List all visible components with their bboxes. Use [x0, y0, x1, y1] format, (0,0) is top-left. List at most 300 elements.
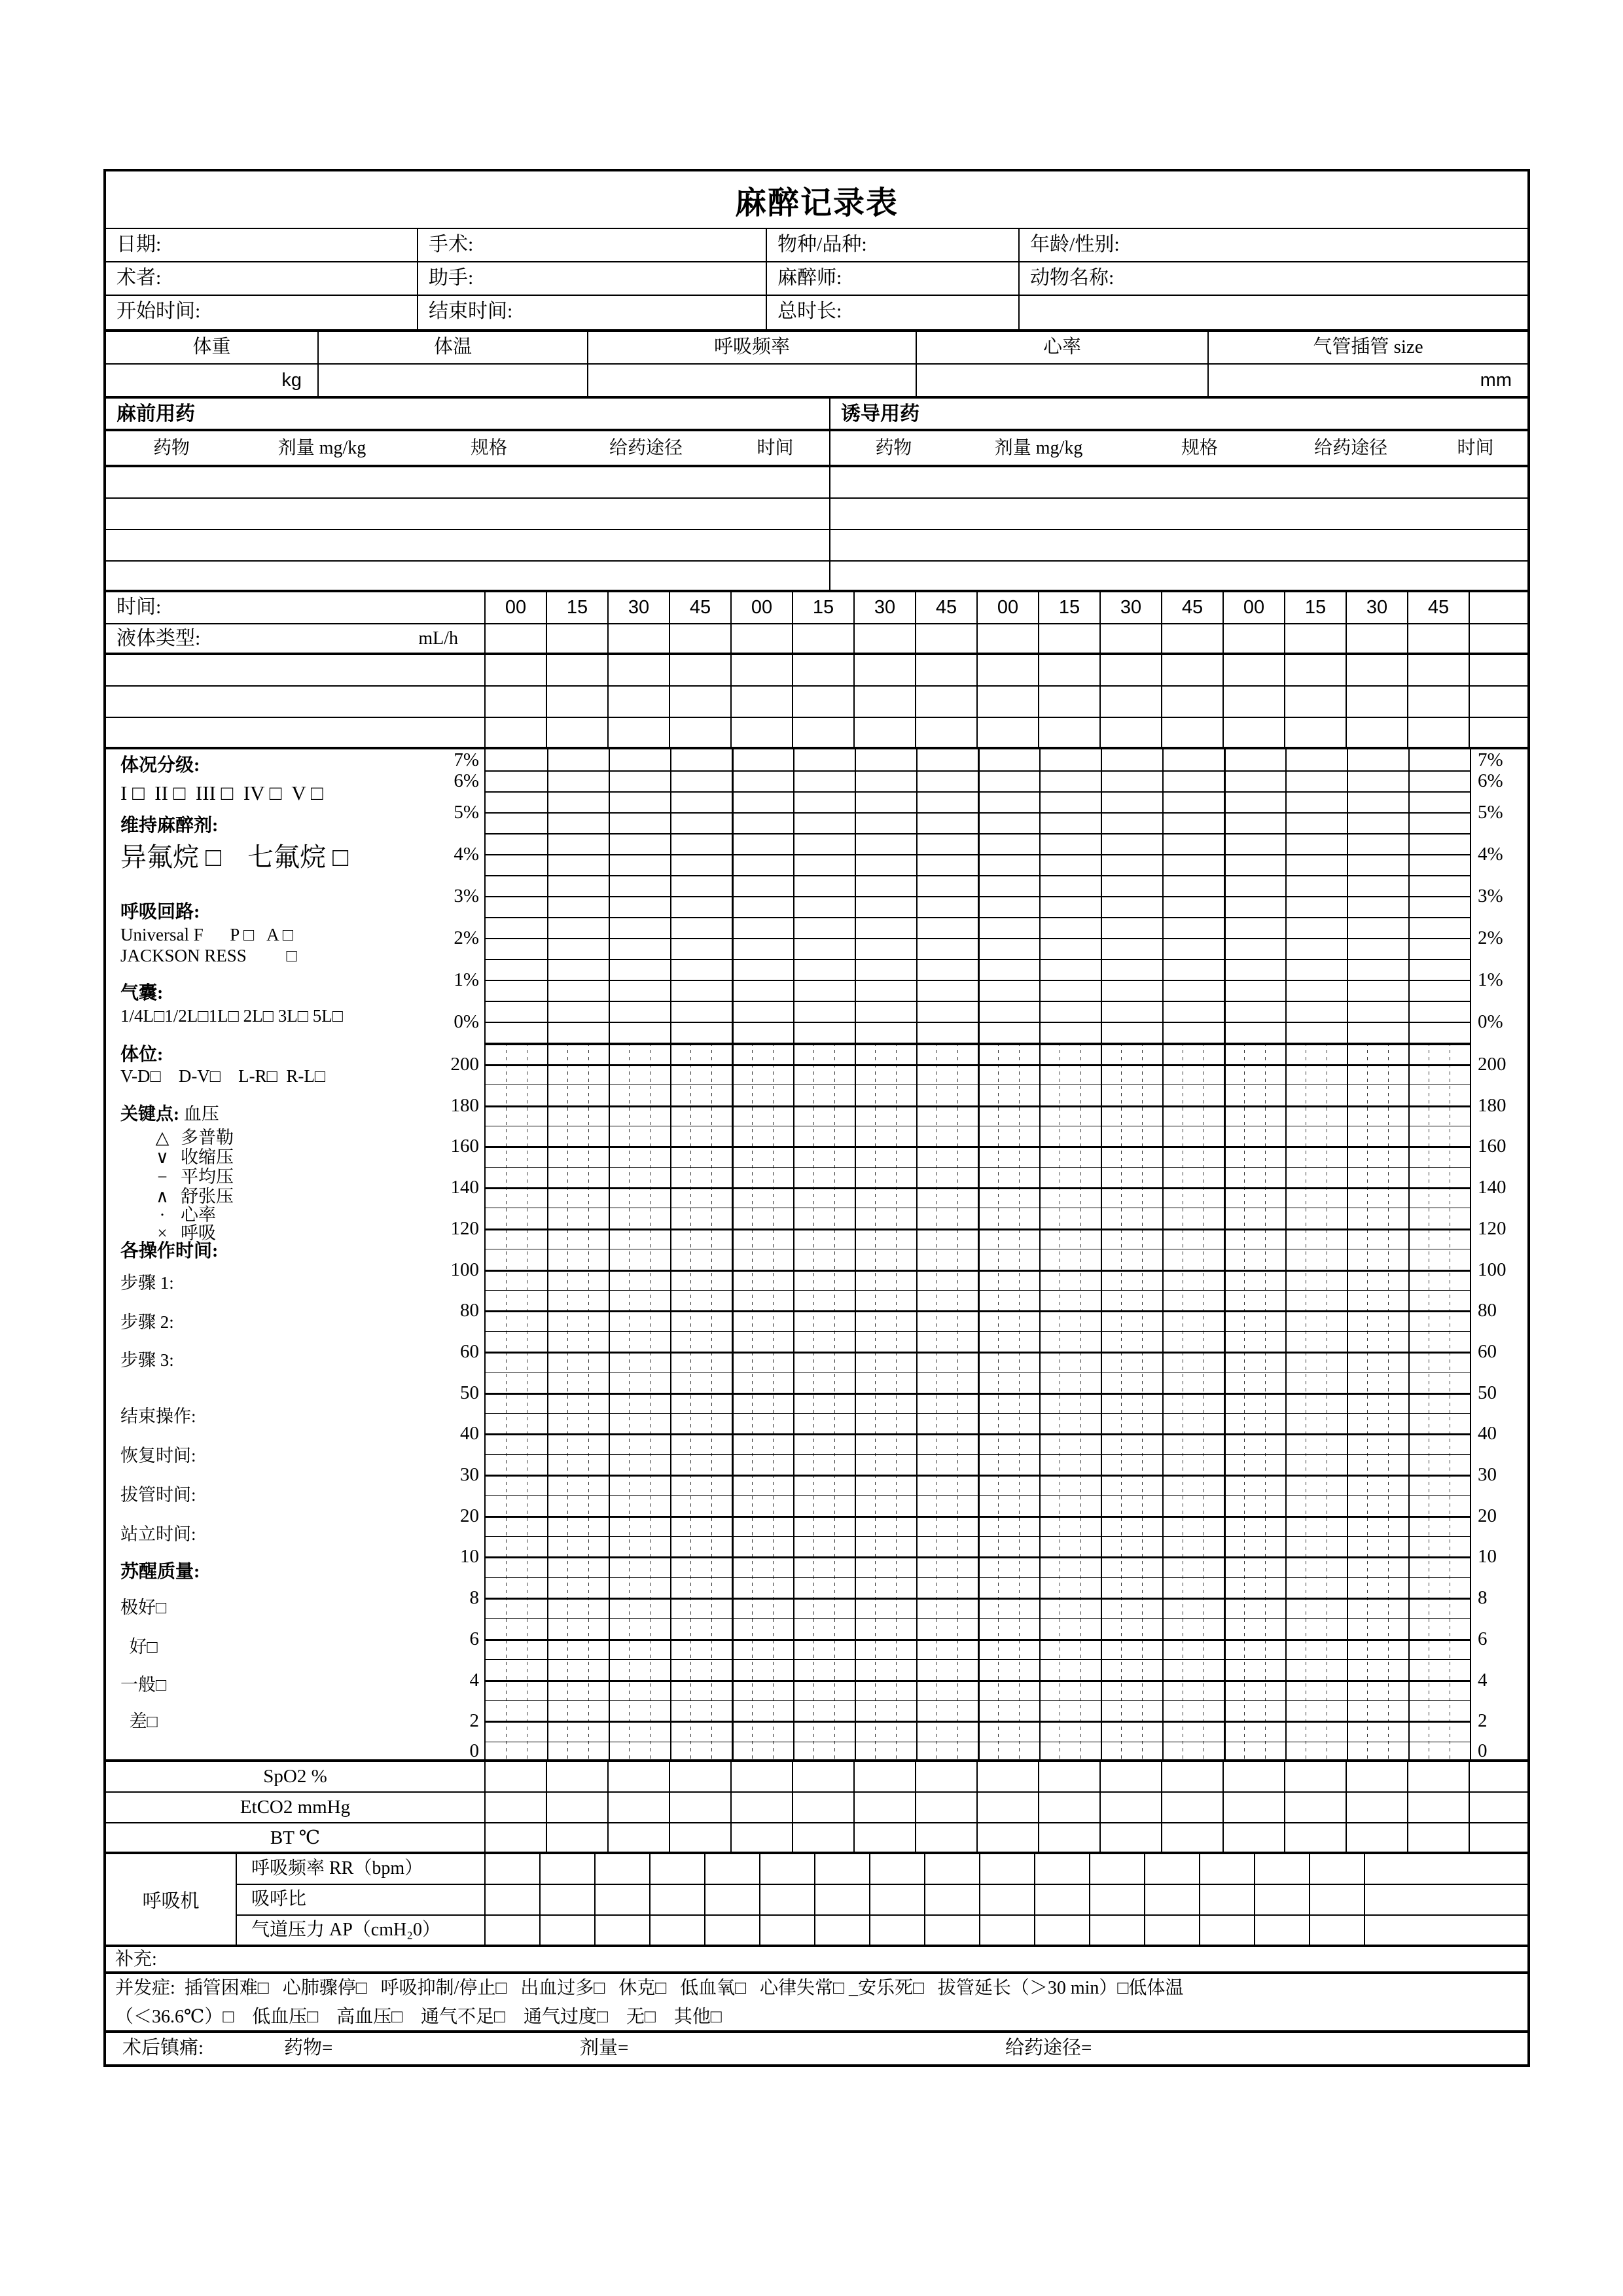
- title-row: [106, 171, 1527, 229]
- ventilator-cell: [924, 1885, 979, 1914]
- grid-column-line: [1347, 749, 1348, 1759]
- infusion-label: [106, 687, 484, 717]
- infusion-cell: [853, 655, 915, 685]
- time-tick-cell: 30: [607, 592, 669, 623]
- ventilator-cell: [1199, 1854, 1254, 1884]
- ventilator-cell: [924, 1854, 979, 1884]
- ventilator-cell: [704, 1854, 759, 1884]
- ventilator-cell: [649, 1885, 704, 1914]
- sidebar-line: 步骤 2:: [120, 1312, 174, 1332]
- infusion-cell: [1222, 718, 1284, 747]
- value-axis-label: 8: [469, 1587, 479, 1609]
- ventilator-end-cell: [1364, 1916, 1527, 1945]
- sidebar-line: 各操作时间:: [120, 1241, 219, 1261]
- sidebar-line: V-D□ D-V□ L-R□ R-L□: [120, 1066, 326, 1086]
- value-axis-label: 200: [1478, 1054, 1507, 1075]
- grid-column-line: [793, 749, 794, 1759]
- ventilator-cell: [484, 1916, 539, 1945]
- ventilator-section: [106, 1854, 1527, 1947]
- vitals-unit-cell: kg: [281, 370, 302, 391]
- value-axis-label: 30: [1478, 1464, 1497, 1485]
- premed-entry-cell: [106, 499, 829, 529]
- postop-item: 给药途径=: [1005, 2037, 1092, 2058]
- value-grid-line: [486, 1700, 1470, 1701]
- ventilator-cell: [1089, 1916, 1144, 1945]
- monitor-cell: [1346, 1823, 1407, 1852]
- induction-entry-cell: [829, 562, 1527, 590]
- infusion-label: [106, 718, 484, 747]
- med-col-header: 剂量 mg/kg: [994, 438, 1083, 458]
- grid-column-line: [1285, 749, 1287, 1759]
- five-min-dashed-line: [711, 1043, 712, 1759]
- sidebar-line: [120, 1126, 234, 1149]
- infusion-cell: [1222, 687, 1284, 717]
- vitals-units-row: [106, 365, 1527, 399]
- sidebar-line-text: 血压: [179, 1104, 219, 1124]
- percent-axis-label: 3%: [454, 886, 479, 906]
- monitor-cell: [1346, 1762, 1407, 1791]
- percent-grid-line: [486, 1022, 1470, 1023]
- value-grid-line: [486, 1105, 1470, 1107]
- ventilator-cell: [539, 1854, 594, 1884]
- ventilator-cell: [1144, 1854, 1199, 1884]
- legend-symbol: ∧: [156, 1187, 169, 1206]
- fluid-label: 液体类型:: [116, 628, 201, 649]
- percent-axis-label: 7%: [1478, 749, 1503, 770]
- chart-sidebar: [106, 749, 484, 1759]
- infusion-cell: [669, 655, 730, 685]
- value-grid-line: [486, 1721, 1470, 1723]
- fluid-cell: [1099, 624, 1161, 653]
- sidebar-line: 呼吸回路:: [120, 902, 200, 922]
- vitals-header-cell: 体重: [192, 336, 231, 357]
- infusion-cell: [669, 718, 730, 747]
- complications-row: [106, 1974, 1527, 2033]
- ventilator-cell: [1034, 1916, 1089, 1945]
- ventilator-cell: [869, 1854, 924, 1884]
- grid-column-line: [1101, 749, 1102, 1759]
- value-grid-line: [486, 1187, 1470, 1189]
- fluid-cell: [546, 624, 607, 653]
- value-axis-label: 0: [1478, 1740, 1488, 1761]
- monitor-cell: [730, 1762, 792, 1791]
- percent-axis-label: 5%: [1478, 802, 1503, 823]
- value-grid-line: [486, 1618, 1470, 1619]
- time-tick-cell: 15: [1038, 592, 1099, 623]
- fluid-unit: mL/h: [418, 628, 458, 649]
- ventilator-cell: [1089, 1854, 1144, 1884]
- monitor-cell: [546, 1793, 607, 1822]
- time-tick-cell: 00: [1222, 592, 1284, 623]
- monitor-cell: [607, 1793, 669, 1822]
- chart-grid: [484, 749, 1470, 1759]
- infusion-end-cell: [1469, 655, 1527, 685]
- vitals-unit-cell: [317, 365, 587, 396]
- monitor-end-cell: [1469, 1793, 1527, 1822]
- med-col-header: 规格: [1181, 438, 1218, 458]
- fluid-cell: [1038, 624, 1099, 653]
- infusion-entry-row: [106, 718, 1527, 749]
- percent-numeric-separator: [486, 1043, 1470, 1045]
- info-cell-0-0: 日期:: [116, 234, 162, 255]
- five-min-dashed-line: [875, 1043, 876, 1759]
- five-min-dashed-line: [588, 1043, 589, 1759]
- vitals-unit-cell: mm: [1207, 365, 1527, 396]
- vitals-header-cell: 气管插管 size: [1207, 332, 1527, 363]
- value-grid-line: [486, 1556, 1470, 1558]
- value-grid-line: [486, 1270, 1470, 1272]
- infusion-entry-row: [106, 655, 1527, 687]
- infusion-cell: [1284, 718, 1346, 747]
- value-axis-label: 20: [1478, 1505, 1497, 1526]
- induction-entry-cell: [829, 530, 1527, 560]
- complications-line-1: 并发症: 插管困难□ 心肺骤停□ 呼吸抑制/停止□ 出血过多□ 休克□ 低血氧□ 心律失常□ _安乐死□ 拔管延长（＞30 min）□低体温: [115, 1978, 1184, 1998]
- time-tick-cell: 30: [853, 592, 915, 623]
- percent-axis-label: 2%: [1478, 927, 1503, 948]
- sidebar-line: 拔管时间:: [120, 1485, 196, 1505]
- postop-item: 药物=: [284, 2037, 333, 2058]
- percent-grid-line: [486, 1001, 1470, 1002]
- monitor-cell: [1407, 1823, 1469, 1852]
- monitor-cell: [1222, 1762, 1284, 1791]
- grid-column-line: [547, 749, 548, 1759]
- percent-grid-line: [486, 791, 1470, 793]
- ventilator-cell: [484, 1885, 539, 1914]
- infusion-cell: [792, 718, 853, 747]
- infusion-cell: [546, 687, 607, 717]
- med-col-header: 时间: [1457, 438, 1494, 458]
- chart-region: [106, 749, 1527, 1762]
- infusion-cell: [484, 687, 546, 717]
- value-axis-label: 180: [1478, 1094, 1507, 1116]
- grid-column-line: [732, 749, 734, 1759]
- percent-axis-label: 7%: [454, 749, 479, 770]
- infusion-cell: [1346, 655, 1407, 685]
- infusion-end-cell: [1469, 687, 1527, 717]
- value-axis-label: 120: [1478, 1217, 1507, 1239]
- infusion-cell: [976, 687, 1038, 717]
- induction-entry-cell: [829, 499, 1527, 529]
- value-grid-line: [486, 1433, 1470, 1435]
- ventilator-cell: [539, 1916, 594, 1945]
- induction-title: 诱导用药: [841, 403, 919, 425]
- ventilator-cell: [759, 1854, 814, 1884]
- infusion-cell: [1346, 718, 1407, 747]
- percent-axis-label: 3%: [1478, 886, 1503, 906]
- ventilator-cell: [924, 1916, 979, 1945]
- five-min-dashed-line: [629, 1043, 630, 1759]
- legend-symbol: ×: [157, 1223, 168, 1243]
- five-min-dashed-line: [1019, 1043, 1020, 1759]
- legend-symbol: ·: [159, 1205, 166, 1225]
- monitor-cell: [915, 1762, 976, 1791]
- monitor-cell: [976, 1762, 1038, 1791]
- percent-grid-line: [486, 938, 1470, 939]
- value-axis-label: 40: [460, 1423, 479, 1444]
- value-axis-label: 60: [460, 1340, 479, 1362]
- ventilator-cell: [979, 1854, 1034, 1884]
- percent-axis-label: 0%: [454, 1011, 479, 1032]
- infusion-cell: [915, 718, 976, 747]
- value-axis-label: 50: [460, 1382, 479, 1403]
- vitals-unit-cell: [916, 365, 1207, 396]
- info-cell-0-2: 物种/品种:: [766, 229, 1018, 261]
- med-col-header: 时间: [757, 438, 794, 458]
- info-cell-0-3: 年龄/性别:: [1018, 229, 1527, 261]
- legend-text: 舒张压: [181, 1187, 234, 1206]
- monitor-cell: [1161, 1762, 1222, 1791]
- sidebar-line: 步骤 1:: [120, 1273, 174, 1293]
- sidebar-line: [120, 1166, 234, 1188]
- value-axis-label: 4: [1478, 1669, 1488, 1691]
- premed-title: 麻前用药: [116, 403, 195, 425]
- percent-grid-line: [486, 833, 1470, 834]
- sidebar-line: JACKSON RESS □: [120, 946, 297, 965]
- infusion-cell: [915, 655, 976, 685]
- value-axis-label: 80: [1478, 1300, 1497, 1321]
- premed-title-cell: [106, 399, 829, 429]
- value-grid-line: [486, 1393, 1470, 1395]
- ventilator-cell: [594, 1885, 649, 1914]
- percent-axis-label: 6%: [1478, 770, 1503, 791]
- monitor-cell: [484, 1762, 546, 1791]
- infusion-cell: [484, 718, 546, 747]
- ventilator-cell: [1309, 1854, 1364, 1884]
- monitor-cell: [1038, 1762, 1099, 1791]
- legend-text: 心率: [181, 1205, 216, 1225]
- info-cell-1-2: 麻醉师:: [766, 262, 1018, 295]
- monitor-cell: [607, 1762, 669, 1791]
- med-col-header: 剂量 mg/kg: [277, 438, 366, 458]
- value-grid-line: [486, 1352, 1470, 1354]
- infusion-cell: [1407, 687, 1469, 717]
- ventilator-label: 呼吸机: [142, 1890, 200, 1912]
- infusion-cell: [1099, 655, 1161, 685]
- monitor-end-cell: [1469, 1762, 1527, 1791]
- ventilator-sub-row: [236, 1854, 1527, 1885]
- time-tick-cell: 45: [669, 592, 730, 623]
- value-axis-label: 40: [1478, 1423, 1497, 1444]
- percent-axis-label: 1%: [1478, 969, 1503, 990]
- monitor-cell: [792, 1823, 853, 1852]
- five-min-dashed-line: [690, 1043, 691, 1759]
- fluid-cell: [915, 624, 976, 653]
- value-axis-label: 2: [469, 1710, 479, 1732]
- monitor-cell: [1099, 1823, 1161, 1852]
- infusion-cell: [853, 718, 915, 747]
- five-min-dashed-line: [834, 1043, 835, 1759]
- value-axis-label: 10: [1478, 1546, 1497, 1568]
- monitor-cell: [792, 1793, 853, 1822]
- value-grid-line: [486, 1290, 1470, 1291]
- value-grid-line: [486, 1064, 1470, 1066]
- ventilator-cell: [649, 1854, 704, 1884]
- value-axis-label: 6: [469, 1628, 479, 1649]
- sidebar-line: 好□: [120, 1637, 158, 1657]
- infusion-cell: [607, 655, 669, 685]
- sidebar-line: 苏醒质量:: [120, 1562, 200, 1582]
- ventilator-cell: [1034, 1854, 1089, 1884]
- monitor-cell: [1038, 1793, 1099, 1822]
- sidebar-line: 维持麻醉剂:: [120, 816, 219, 836]
- monitor-cell: [546, 1762, 607, 1791]
- infusion-cell: [1161, 655, 1222, 685]
- infusion-cell: [1038, 718, 1099, 747]
- infusion-cell: [1099, 718, 1161, 747]
- sidebar-line: [120, 1146, 234, 1168]
- monitor-cell: [1161, 1793, 1222, 1822]
- monitor-cell: [976, 1823, 1038, 1852]
- value-grid-line: [486, 1146, 1470, 1148]
- value-axis-label: 200: [450, 1054, 479, 1075]
- med-col-header: 给药途径: [609, 438, 683, 458]
- value-grid-line: [486, 1659, 1470, 1660]
- value-axis-label: 140: [1478, 1177, 1507, 1198]
- value-axis-label: 50: [1478, 1382, 1497, 1403]
- monitor-cell: [853, 1823, 915, 1852]
- grid-column-line: [1039, 749, 1041, 1759]
- value-axis-label: 30: [460, 1464, 479, 1485]
- monitor-end-cell: [1469, 1823, 1527, 1852]
- percent-grid-line: [486, 854, 1470, 855]
- ventilator-cell: [1309, 1916, 1364, 1945]
- percent-axis-label: 6%: [454, 770, 479, 791]
- postop-label: 术后镇痛:: [122, 2037, 204, 2058]
- time-tick-cell: 45: [1161, 592, 1222, 623]
- infusion-cell: [1407, 718, 1469, 747]
- value-axis-label: 4: [469, 1669, 479, 1691]
- fluid-cell: [853, 624, 915, 653]
- ventilator-cell: [869, 1885, 924, 1914]
- monitor-cell: [1099, 1762, 1161, 1791]
- monitor-row: [106, 1793, 1527, 1823]
- infusion-cell: [915, 687, 976, 717]
- infusion-cell: [1284, 687, 1346, 717]
- value-grid-line: [486, 1495, 1470, 1496]
- monitor-cell: [915, 1823, 976, 1852]
- infusion-cell: [853, 687, 915, 717]
- ventilator-sub-row: [236, 1885, 1527, 1916]
- monitor-cell: [1038, 1823, 1099, 1852]
- time-tick-cell: 30: [1346, 592, 1407, 623]
- fluid-end-cell: [1469, 624, 1527, 653]
- sidebar-line: 结束操作:: [120, 1407, 196, 1426]
- vitals-header-cell: 心率: [916, 332, 1207, 363]
- ventilator-cell: [594, 1916, 649, 1945]
- five-min-dashed-line: [1367, 1043, 1368, 1759]
- percent-axis-label: 4%: [454, 844, 479, 865]
- monitor-cell: [853, 1793, 915, 1822]
- ventilator-cell: [704, 1885, 759, 1914]
- percent-grid-line: [486, 875, 1470, 876]
- percent-axis-label: 2%: [454, 927, 479, 948]
- fluid-cell: [1161, 624, 1222, 653]
- monitor-cell: [669, 1762, 730, 1791]
- fluid-cell: [1284, 624, 1346, 653]
- fluid-cell: [976, 624, 1038, 653]
- infusion-cell: [546, 718, 607, 747]
- grid-column-line: [670, 749, 671, 1759]
- five-min-dashed-line: [998, 1043, 999, 1759]
- med-col-header: 规格: [470, 438, 507, 458]
- postop-item: 剂量=: [580, 2037, 629, 2058]
- monitor-cell: [669, 1823, 730, 1852]
- ventilator-cell: [814, 1885, 869, 1914]
- info-cell-2-1: 结束时间:: [417, 296, 766, 329]
- percent-axis-label: 4%: [1478, 844, 1503, 865]
- infusion-cell: [730, 718, 792, 747]
- monitor-cell: [1161, 1823, 1222, 1852]
- fluid-cell: [607, 624, 669, 653]
- value-grid-line: [486, 1454, 1470, 1455]
- percent-axis-label: 1%: [454, 969, 479, 990]
- sidebar-line: 恢复时间:: [120, 1446, 196, 1465]
- vitals-header-cell: 体温: [317, 332, 587, 363]
- ventilator-sub-label: 吸呼比: [236, 1885, 484, 1914]
- percent-grid-line: [486, 980, 1470, 981]
- time-tick-cell: 00: [730, 592, 792, 623]
- value-axis-label: 160: [1478, 1136, 1507, 1157]
- time-end-cell: [1469, 592, 1527, 623]
- time-tick-cell: 45: [915, 592, 976, 623]
- infusion-cell: [730, 687, 792, 717]
- ventilator-label-cell: [106, 1854, 236, 1945]
- monitor-cell: [484, 1793, 546, 1822]
- infusion-cell: [792, 687, 853, 717]
- monitor-row: [106, 1762, 1527, 1793]
- percent-grid-line: [486, 959, 1470, 960]
- infusion-cell: [484, 655, 546, 685]
- monitor-cell: [1346, 1793, 1407, 1822]
- value-axis-label: 0: [469, 1740, 479, 1761]
- supplement-label: 补充:: [115, 1949, 157, 1969]
- value-axis-label: 140: [450, 1177, 479, 1198]
- time-label: 时间:: [116, 596, 162, 618]
- ventilator-cell: [1254, 1854, 1309, 1884]
- sidebar-line: 极好□: [120, 1598, 167, 1617]
- infusion-cell: [607, 687, 669, 717]
- monitor-label-cell: BT ℃: [270, 1827, 321, 1848]
- vitals-unit-cell: [587, 365, 916, 396]
- ventilator-end-cell: [1364, 1854, 1527, 1884]
- monitor-cell: [730, 1823, 792, 1852]
- value-grid-line: [486, 1639, 1470, 1641]
- monitor-cell: [669, 1793, 730, 1822]
- induction-title-cell: [829, 399, 1527, 429]
- five-min-dashed-line: [773, 1043, 774, 1759]
- value-grid-line: [486, 1331, 1470, 1332]
- monitor-cell: [1099, 1793, 1161, 1822]
- induction-col-headers: [829, 431, 1527, 465]
- value-axis-label: 10: [460, 1546, 479, 1568]
- five-min-dashed-line: [896, 1043, 897, 1759]
- infusion-entry-row: [106, 687, 1527, 718]
- premed-entry-cell: [106, 530, 829, 560]
- ventilator-cell: [1254, 1885, 1309, 1914]
- percent-grid-line: [486, 917, 1470, 918]
- five-min-dashed-line: [1265, 1043, 1266, 1759]
- premed-col-headers: [106, 431, 829, 465]
- five-min-dashed-line: [1388, 1043, 1389, 1759]
- med-col-header: 药物: [152, 438, 190, 458]
- ventilator-cell: [1199, 1885, 1254, 1914]
- grid-column-line: [1162, 749, 1164, 1759]
- five-min-dashed-line: [813, 1043, 814, 1759]
- monitor-cell: [1284, 1823, 1346, 1852]
- time-tick-cell: 15: [546, 592, 607, 623]
- info-row-1: [106, 229, 1527, 262]
- monitor-cell: [1407, 1762, 1469, 1791]
